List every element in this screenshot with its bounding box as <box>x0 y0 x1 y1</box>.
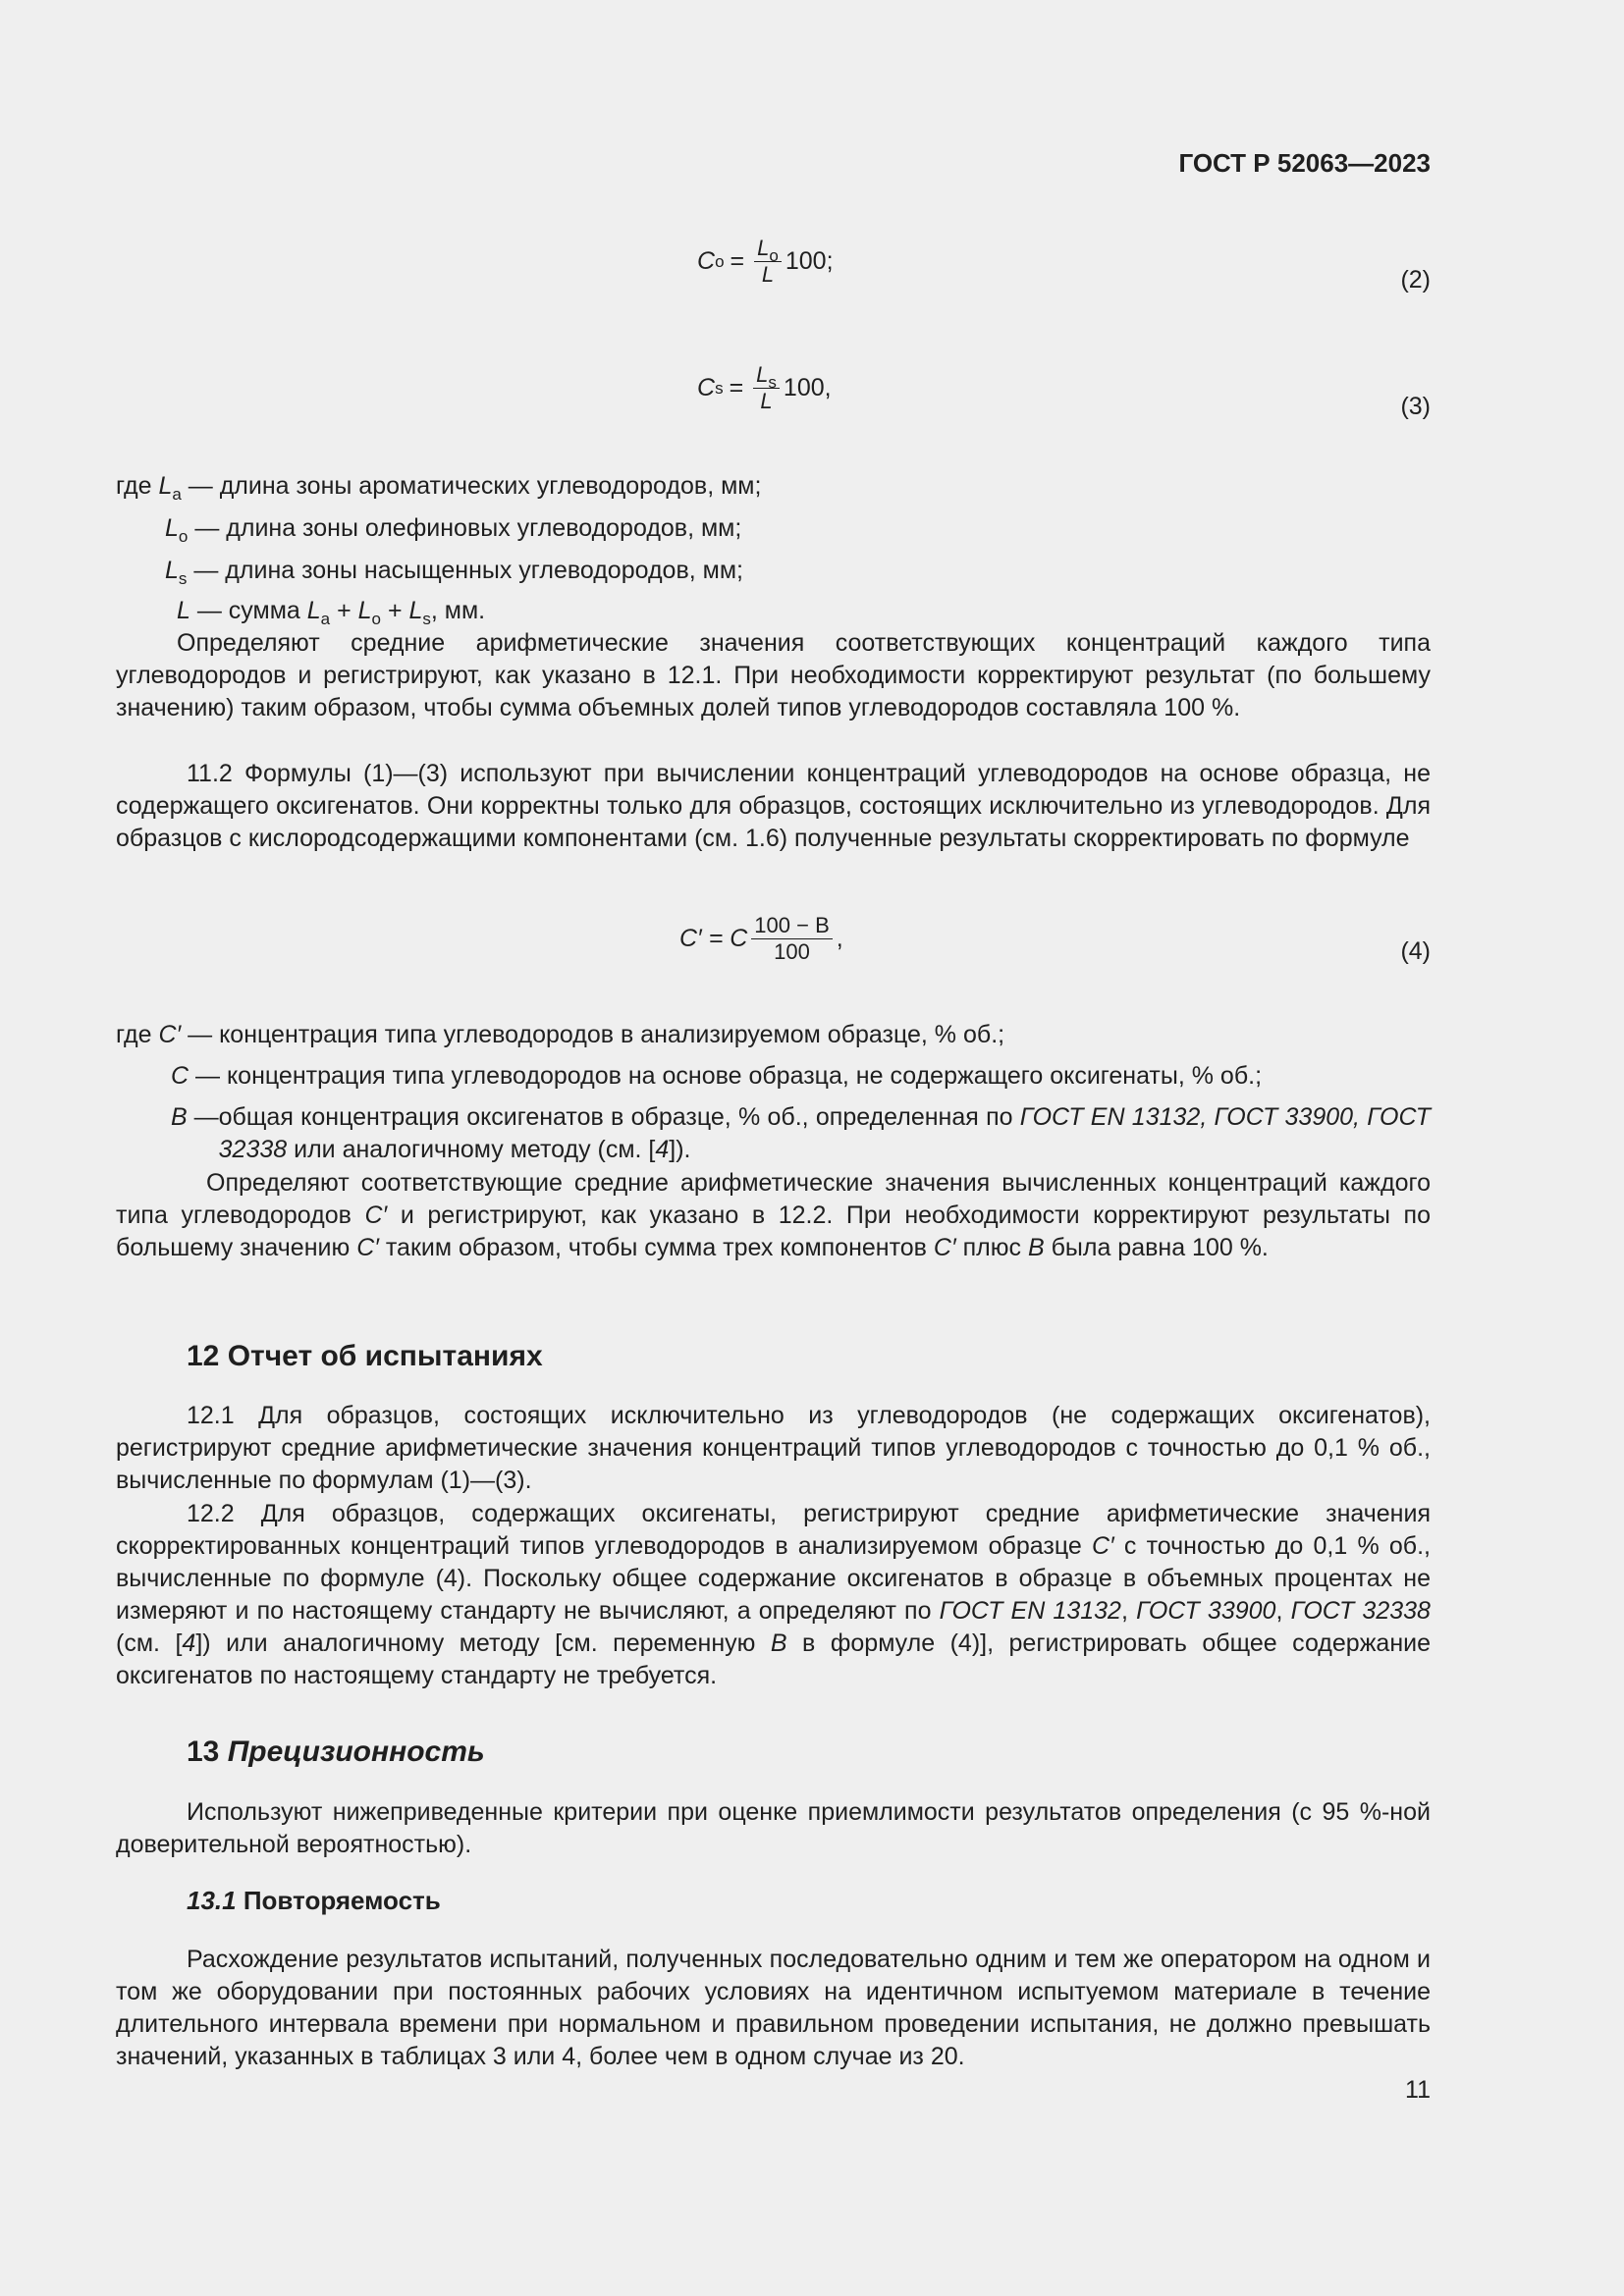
paragraph-11-2: 11.2 Формулы (1)—(3) используют при вычислении концентраций углеводородов на основе образца, не содержащего оксигенатов. Они корректны только для образцов, состоящих исключительно из углеводородов. Для образцов с кислородсодержащими компонентами (см. 1.6) полученные результаты скорректировать по формуле <box>116 760 1431 852</box>
fraction: $\frac{L_o}{L}$ <box>754 236 782 288</box>
fraction: $\frac{L_s}{L}$ <box>753 362 780 414</box>
page-number: 11 <box>1405 2076 1431 2104</box>
paragraph-12-2: 12.2 Для образцов, содержащих оксигенаты, регистрируют средние арифметические значения скорректированных концентраций типов углеводородов в анализируемом образце C′ с точностью до 0,1 % об., вычисленные по формуле (4). Поскольку общее содержание оксигенатов в образце в объемных процентах не измеряют и по настоящему стандарту не вычисляют, а определяют по ГОСТ EN 13132, ГОСТ 33900, ГОСТ 32338 (см. [4]) или аналогичному методу [см. переменную B в формуле (4)], регистрировать общее содержание оксигенатов по настоящему стандарту не требуется. <box>116 1500 1432 1689</box>
document-header: ГОСТ Р 52063—2023 <box>1178 148 1431 178</box>
formula-number: (3) <box>1400 393 1431 420</box>
formula-2: C o = $\frac{L_o}{L}$ 100; (2) <box>116 231 1431 319</box>
formula-3: C s = $\frac{L_s}{L}$ 100, (3) <box>116 359 1431 448</box>
definition-ls: $L_s$ — длина зоны насыщенных углеводородов, мм; <box>165 557 743 588</box>
definition-lo: $L_o$ — длина зоны олефиновых углеводородов, мм; <box>165 514 742 546</box>
document-page <box>116 0 1431 2296</box>
formula-number: (4) <box>1400 937 1431 965</box>
definition-c-prime: где C′ — концентрация типа углеводородов в анализируемом образце, % об.; <box>116 1021 1005 1048</box>
paragraph-average: Определяют средние арифметические значения соответствующих концентраций каждого типа углеводородов и регистрируют, как указано в 12.1. При необходимости корректируют результат (по большему значению) таким образом, чтобы сумма объемных долей типов углеводородов составляла 100 %. <box>116 629 1431 721</box>
section-13-heading: 13 Прецизионность <box>187 1735 485 1768</box>
fraction: $\frac{100 - B}{100}$ <box>751 913 832 965</box>
definition-la: где $L_a$ — длина зоны ароматических углеводородов, мм; <box>116 472 762 504</box>
paragraph-12-1: 12.1 Для образцов, состоящих исключительно из углеводородов (не содержащих оксигенатов), регистрируют средние арифметические значения концентраций типов углеводородов с точностью до 0,1 % об., вычисленные по формулам (1)—(3). <box>116 1402 1431 1494</box>
definition-b: B — общая концентрация оксигенатов в образце, % об., определенная по ГОСТ EN 13132, ГОСТ 33900, ГОСТ 32338 или аналогичному методу (см. [4]). <box>171 1103 1431 1163</box>
definition-c: C — концентрация типа углеводородов на основе образца, не содержащего оксигенаты, % об.; <box>171 1062 1263 1090</box>
definition-l: L — сумма $L_a + L_o + L_s$, мм. <box>177 597 486 628</box>
formula-number: (2) <box>1400 266 1431 294</box>
paragraph-13-1: Расхождение результатов испытаний, полученных последовательно одним и тем же оператором на одном и том же оборудовании при постоянных рабочих условиях на идентичном испытуемом материале в течение длительного интервала времени при нормальном и правильном проведении испытания, не должно превышать значений, указанных в таблицах 3 или 4, более чем в одном случае из 20. <box>116 1946 1431 2070</box>
formula-4: C′ = C $\frac{100 - B}{100}$ , (4) <box>116 908 1431 996</box>
paragraph-corrected-average: Определяют соответствующие средние арифметические значения вычисленных концентраций каждого типа углеводородов C′ и регистрируют, как указано в 12.2. При необходимости корректируют результаты по большему значению C′ таким образом, чтобы сумма трех компонентов C′ плюс B была равна 100 %. <box>116 1169 1431 1261</box>
paragraph-13: Используют нижеприведенные критерии при оценке приемлимости результатов определения (с 95 %-ной доверительной вероятностью). <box>116 1798 1431 1858</box>
section-12-heading: 12 Отчет об испытаниях <box>187 1340 543 1372</box>
section-13-1-heading: 13.1 Повторяемость <box>187 1886 441 1915</box>
